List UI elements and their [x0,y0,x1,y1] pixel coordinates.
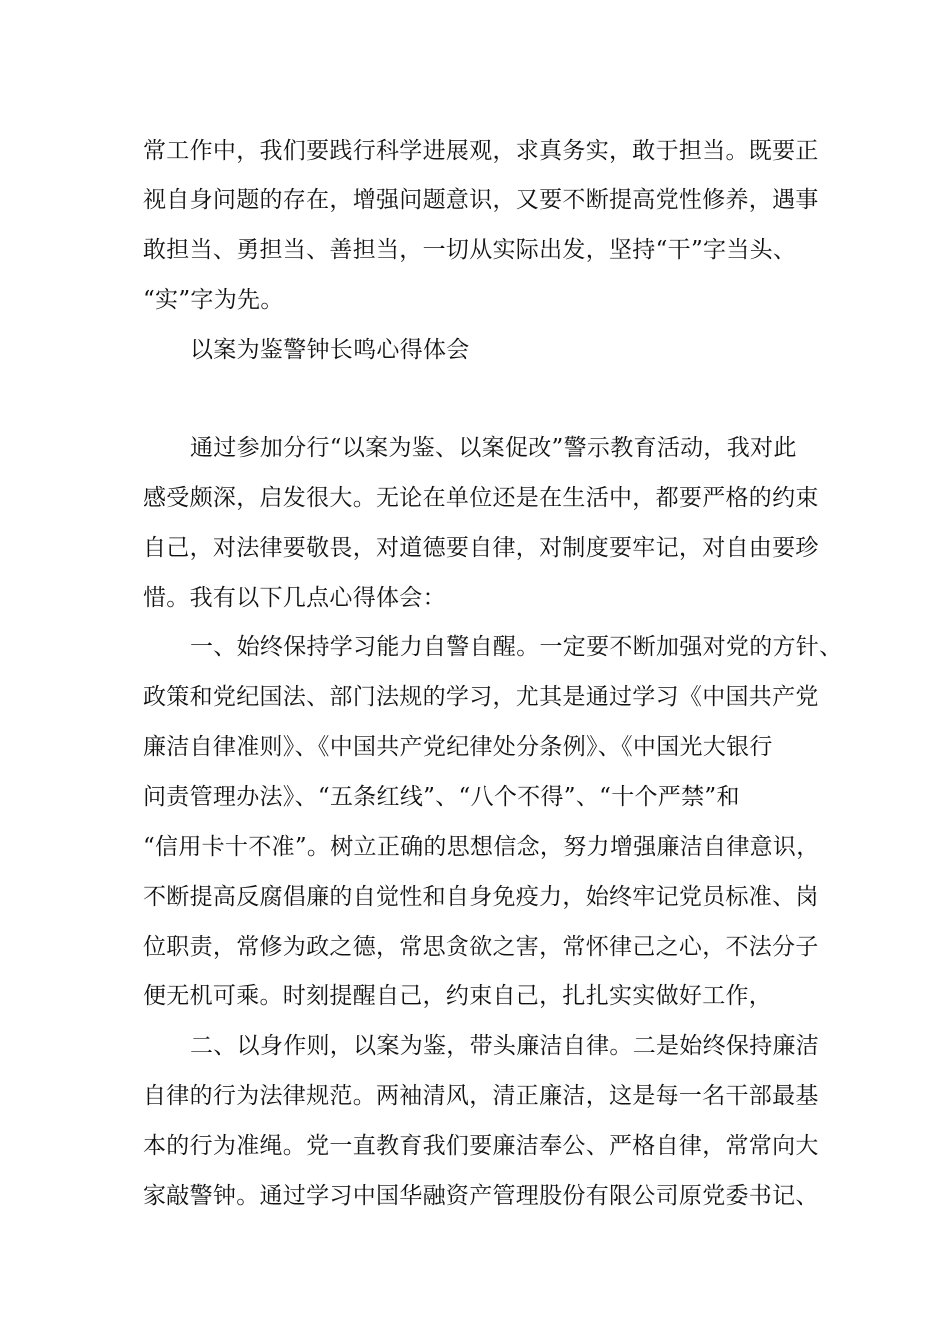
paragraph-line: 自己，对法律要敬畏，对道德要自律，对制度要牢记，对自由要珍 [143,535,819,561]
section-title: 以案为鉴警钟长鸣心得体会 [190,337,470,363]
paragraph-line: 问责管理办法》、“五条红线”、“八个不得”、“十个严禁”和 [143,784,740,810]
paragraph-line: “实”字为先。 [143,287,284,313]
paragraph-line: 家敲警钟。通过学习中国华融资产管理股份有限公司原党委书记、 [143,1183,819,1209]
paragraph-line: 一、始终保持学习能力自警自醒。一定要不断加强对党的方针、 [190,634,843,660]
paragraph-line: 本的行为准绳。党一直教育我们要廉洁奉公、严格自律，常常向大 [143,1133,819,1159]
paragraph-line: 敢担当、勇担当、善担当，一切从实际出发，坚持“干”字当头、 [143,237,797,263]
paragraph-line: 常工作中，我们要践行科学进展观，求真务实，敢于担当。既要正 [143,138,819,164]
paragraph-line: 廉洁自律准则》、《中国共产党纪律处分条例》、《中国光大银行 [143,734,773,760]
paragraph-line: 位职责，常修为政之德，常思贪欲之害，常怀律己之心，不法分子 [143,934,819,960]
paragraph-line: 不断提高反腐倡廉的自觉性和自身免疫力，始终牢记党员标准、岗 [143,884,819,910]
paragraph-line: 感受颇深，启发很大。无论在单位还是在生活中，都要严格的约束 [143,485,819,511]
paragraph-line: 政策和党纪国法、部门法规的学习，尤其是通过学习《中国共产党 [143,684,819,710]
paragraph-line: 自律的行为法律规范。两袖清风，清正廉洁，这是每一名干部最基 [143,1083,819,1109]
paragraph-line: “信用卡十不准”。树立正确的思想信念，努力增强廉洁自律意识， [143,834,820,860]
paragraph-line: 惜。我有以下几点心得体会： [143,585,446,611]
paragraph-line: 二、以身作则，以案为鉴，带头廉洁自律。二是始终保持廉洁 [190,1033,820,1059]
paragraph-line: 便无机可乘。时刻提醒自己，约束自己，扎扎实实做好工作， [143,983,773,1009]
paragraph-line: 通过参加分行“以案为鉴、以案促改”警示教育活动，我对此 [190,435,797,461]
paragraph-line: 视自身问题的存在，增强问题意识，又要不断提高党性修养，遇事 [143,187,819,213]
